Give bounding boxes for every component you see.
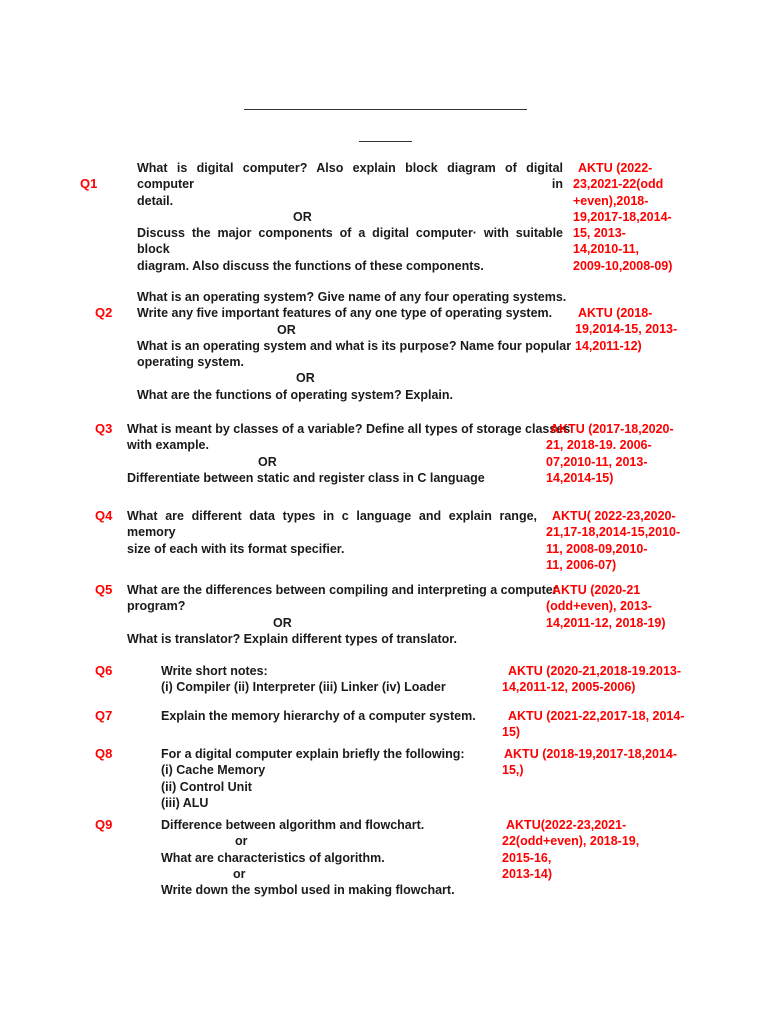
question-number: Q8: [95, 746, 113, 761]
question-line: What are the functions of operating system? Explain.: [137, 387, 454, 402]
or-separator: OR: [277, 322, 296, 337]
or-separator: OR: [258, 454, 277, 469]
reference-line: 19,2014-15, 2013-: [575, 322, 678, 337]
question-line: What is digital computer? Also explain block diagram of digital computer in: [137, 161, 563, 192]
question-line: What are the differences between compiling and interpreting a computer: [127, 583, 558, 597]
reference-line: AKTU (2021-22,2017-18, 2014-: [508, 709, 685, 723]
aktu-reference: [575, 305, 677, 354]
question-line: Difference between algorithm and flowchart.: [161, 818, 425, 832]
reference-line: AKTU (2020-21,2018-19.2013-: [508, 664, 682, 678]
question-line: Write short notes:: [161, 664, 268, 678]
reference-line: 2009-10,2008-09): [573, 258, 673, 273]
question-number: Q2: [95, 305, 113, 320]
reference-line: 15,): [502, 763, 524, 778]
reference-line: AKTU (2018-: [578, 306, 653, 320]
reference-line: 2013-14): [502, 866, 553, 881]
question-text: [161, 746, 465, 811]
question-number: Q9: [95, 817, 113, 832]
or-separator: OR: [293, 209, 312, 224]
question-text: [161, 708, 476, 724]
reference-line: 11, 2006-07): [546, 557, 617, 572]
question-line: (iii) ALU: [161, 795, 209, 810]
reference-line: 15): [502, 725, 521, 740]
reference-line: 22(odd+even), 2018-19,: [502, 834, 640, 849]
question-text: [137, 289, 571, 403]
reference-line: 19,2017-18,2014-: [573, 209, 672, 224]
question-number: Q7: [95, 708, 113, 723]
or-separator: OR: [273, 615, 292, 630]
reference-line: 23,2021-22(odd: [573, 177, 664, 192]
reference-line: 21,17-18,2014-15,2010-: [546, 525, 681, 540]
question-text: [127, 582, 558, 647]
question-line: What is meant by classes of a variable? Define all types of storage classes: [127, 422, 571, 436]
question-text: [137, 160, 563, 274]
question-number: Q6: [95, 663, 113, 678]
or-separator: OR: [296, 371, 315, 386]
reference-line: 2015-16,: [502, 850, 552, 865]
question-line: operating system.: [137, 355, 244, 370]
question-line: What are different data types in c language and explain range, memory: [127, 509, 537, 540]
reference-line: 14,2014-15): [546, 470, 614, 485]
reference-line: AKTU(2022-23,2021-: [506, 818, 627, 832]
reference-line: 15, 2013-: [573, 226, 626, 241]
question-line: What are characteristics of algorithm.: [161, 850, 385, 865]
question-line: (ii) Control Unit: [161, 779, 252, 794]
or-separator: or: [235, 834, 248, 849]
reference-line: +even),2018-: [573, 193, 649, 208]
aktu-reference: [546, 421, 674, 486]
question-line: What is an operating system and what is its purpose? Name four popular: [137, 338, 572, 353]
reference-line: AKTU (2020-21: [552, 583, 641, 597]
aktu-reference: [546, 508, 680, 573]
question-text: [161, 817, 455, 898]
question-number: Q3: [95, 421, 113, 436]
aktu-reference: [502, 746, 677, 779]
or-separator: or: [233, 866, 246, 881]
question-number: Q1: [80, 176, 98, 191]
question-line: Write down the symbol used in making flowchart.: [161, 883, 455, 898]
reference-line: (odd+even), 2013-: [546, 599, 652, 614]
aktu-reference: [502, 817, 639, 882]
question-text: [161, 663, 446, 696]
question-number: Q4: [95, 508, 113, 523]
question-text: [127, 421, 570, 486]
reference-line: AKTU( 2022-23,2020-: [552, 509, 676, 523]
aktu-reference: [502, 663, 681, 696]
aktu-reference: [502, 708, 685, 741]
aktu-reference: [546, 582, 666, 631]
reference-line: AKTU (2017-18,2020-: [550, 422, 674, 436]
question-number: Q5: [95, 582, 113, 597]
question-line: (i) Cache Memory: [161, 763, 266, 778]
question-line: Discuss the major components of a digital computer· with suitable block: [137, 226, 563, 257]
question-line: What is an operating system? Give name of any four operating systems.: [137, 290, 567, 304]
question-text: [127, 508, 537, 557]
question-line: program?: [127, 599, 186, 614]
question-line: What is translator? Explain different types of translator.: [127, 631, 457, 646]
reference-line: 07,2010-11, 2013-: [546, 454, 648, 469]
subtitle-rule: [359, 141, 412, 142]
reference-line: 11, 2008-09,2010-: [546, 541, 648, 556]
question-line: diagram. Also discuss the functions of these components.: [137, 258, 484, 273]
reference-line: 21, 2018-19. 2006-: [546, 438, 652, 453]
reference-line: AKTU (2022-: [578, 161, 653, 175]
question-line: For a digital computer explain briefly the following:: [161, 747, 465, 761]
reference-line: 14,2011-12, 2005-2006): [502, 680, 636, 695]
question-line: with example.: [127, 438, 209, 453]
reference-line: 14,2010-11,: [573, 242, 640, 257]
question-line: Explain the memory hierarchy of a computer system.: [161, 709, 476, 723]
reference-line: AKTU (2018-19,2017-18,2014-: [504, 747, 678, 761]
title-rule: [244, 109, 527, 110]
question-line: Write any five important features of any one type of operating system.: [137, 306, 553, 321]
question-line: size of each with its format specifier.: [127, 541, 345, 556]
question-line: (i) Compiler (ii) Interpreter (iii) Linker (iv) Loader: [161, 680, 446, 695]
question-line: detail.: [137, 193, 174, 208]
question-line: Differentiate between static and register class in C language: [127, 470, 485, 485]
aktu-reference: [573, 160, 672, 274]
reference-line: 14,2011-12, 2018-19): [546, 615, 666, 630]
reference-line: 14,2011-12): [575, 338, 642, 353]
